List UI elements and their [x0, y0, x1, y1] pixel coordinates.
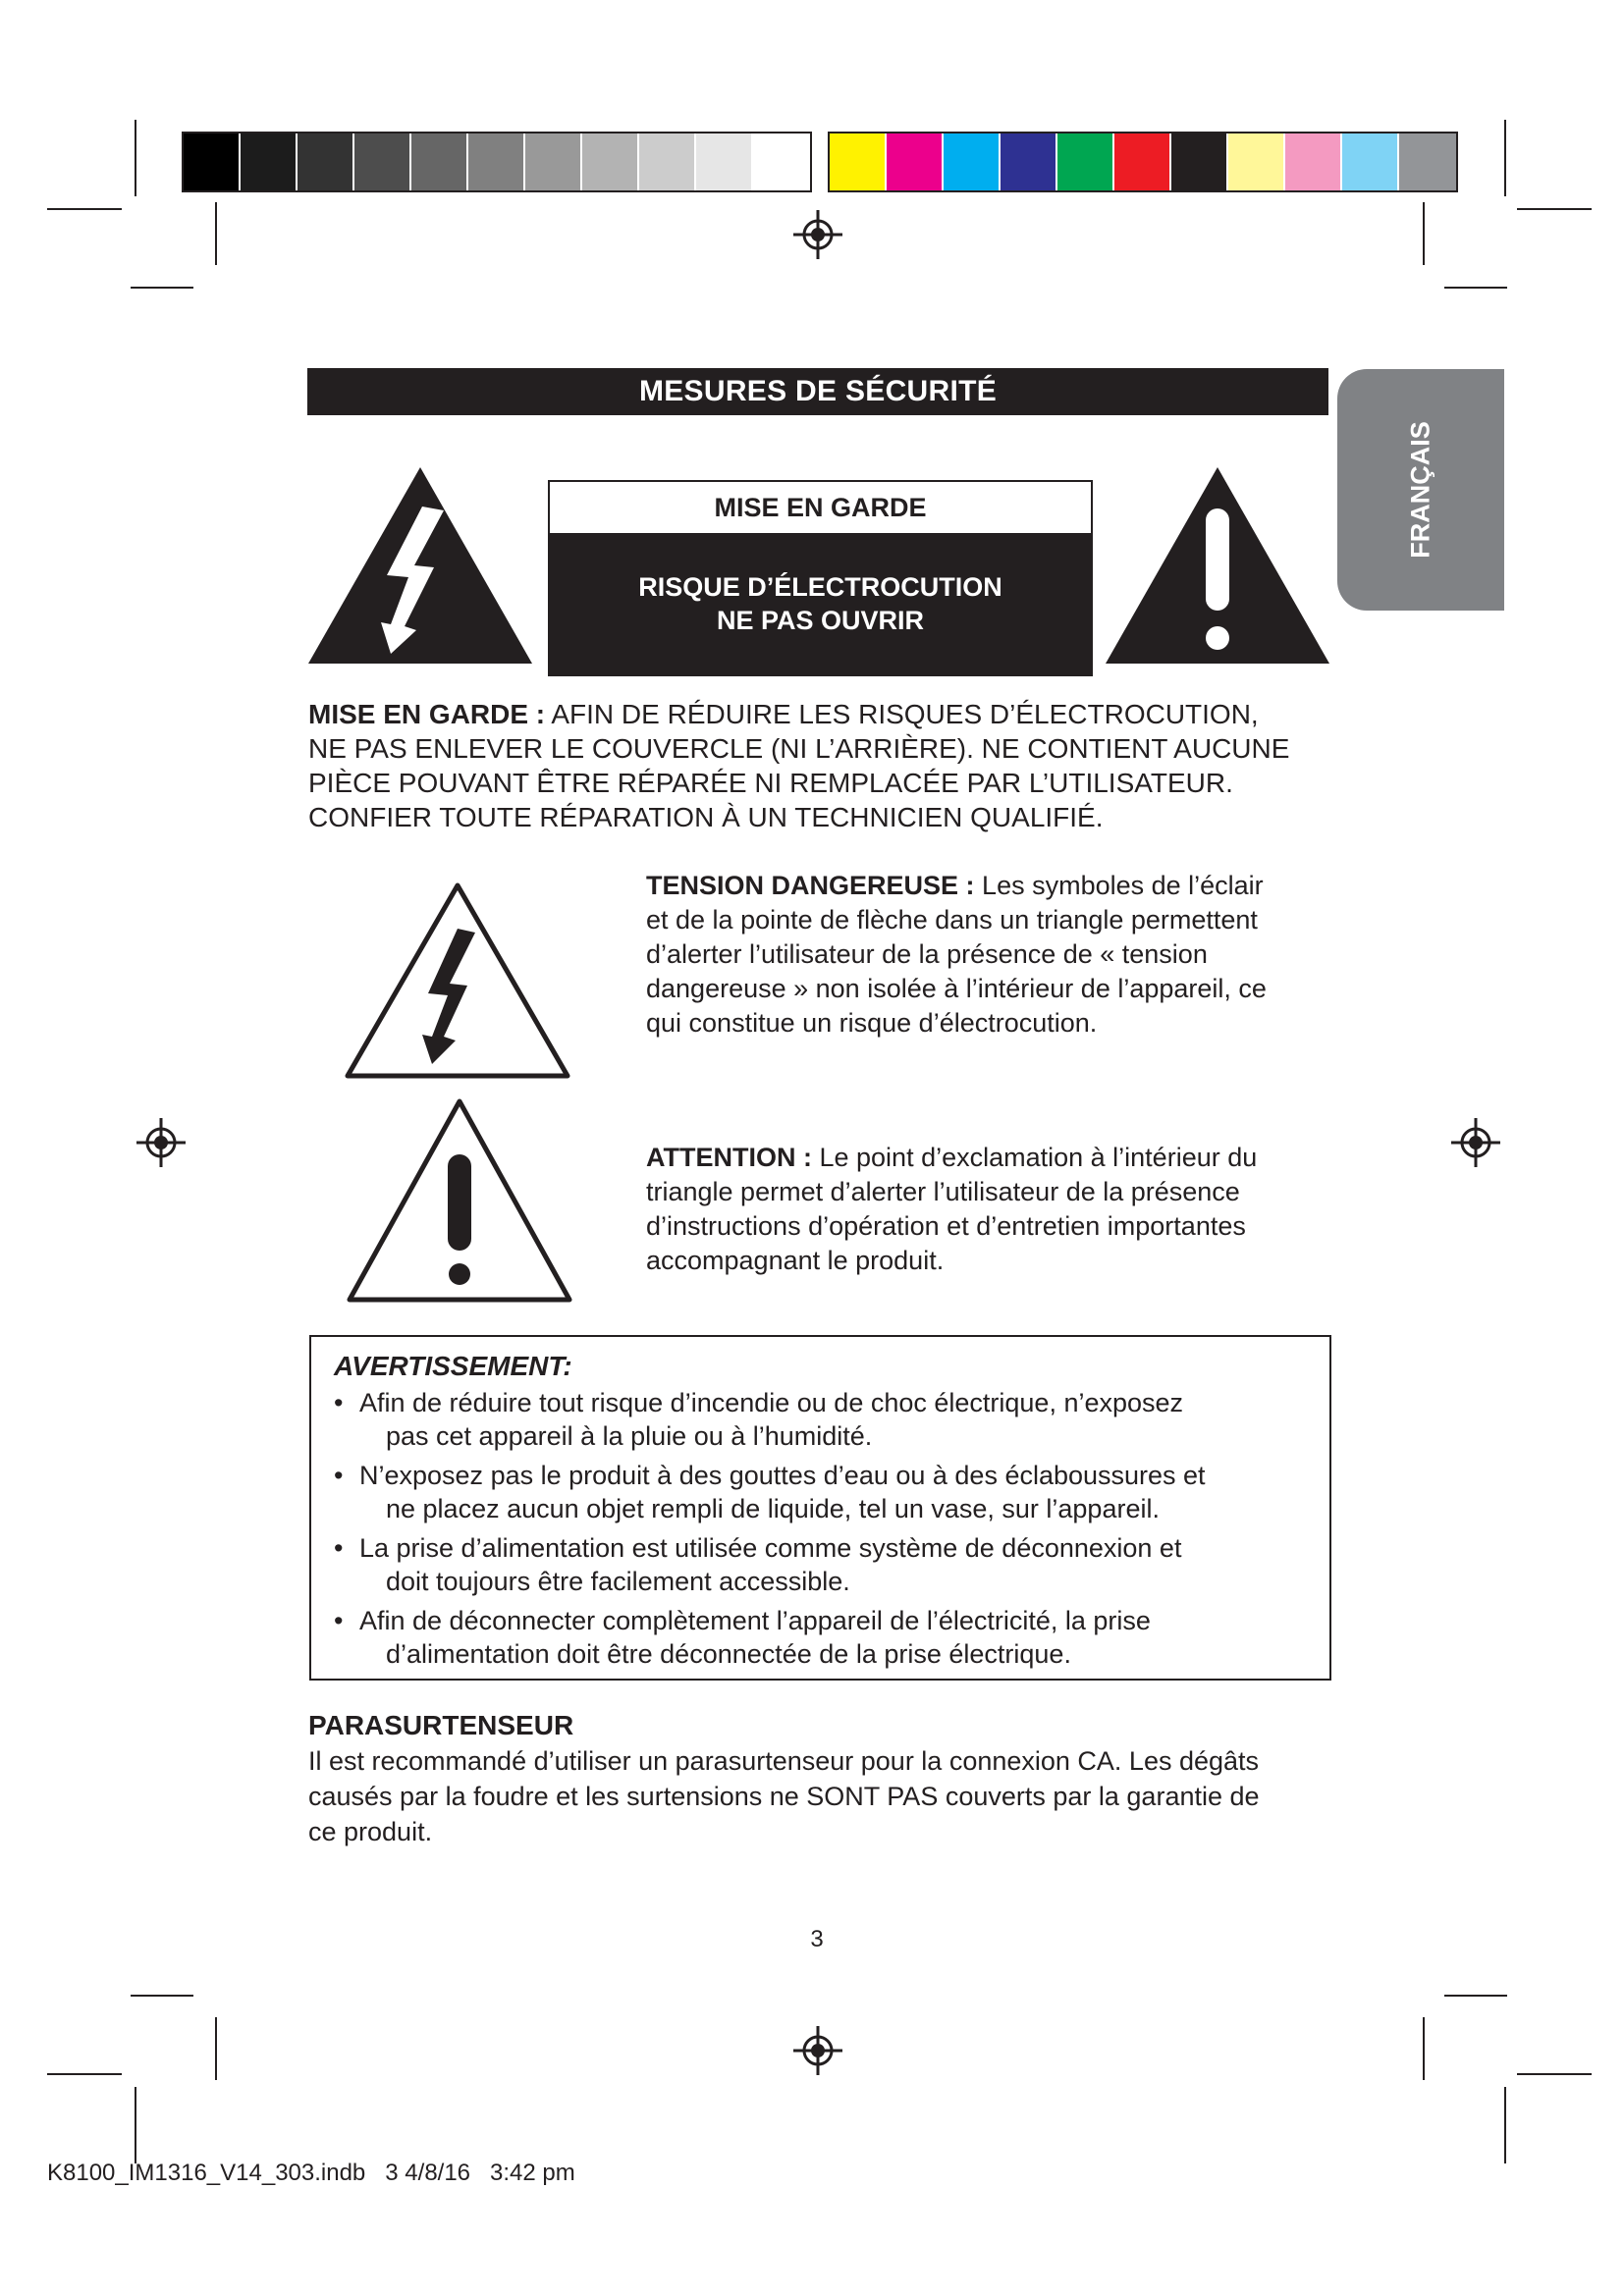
dangerous-voltage-paragraph	[646, 869, 1333, 1041]
page-number: 3	[810, 1926, 824, 1952]
color-swatch	[298, 133, 354, 190]
caution-text: CONFIER TOUTE RÉPARATION À UN TECHNICIEN QUALIFIÉ.	[308, 802, 1104, 832]
attention-text: accompagnant le produit.	[646, 1246, 945, 1275]
color-swatch	[639, 133, 696, 190]
color-swatch	[525, 133, 582, 190]
color-swatch	[354, 133, 411, 190]
attention-text: triangle permet d’alerter l’utilisateur de la présence	[646, 1177, 1240, 1206]
caution-label-body	[550, 533, 1091, 674]
crop-mark	[47, 2073, 122, 2075]
surge-protector-text: causés par la foudre et les surtensions ne SONT PAS couverts par la garantie de	[308, 1782, 1260, 1811]
color-swatch	[1342, 133, 1399, 190]
surge-protector-paragraph	[308, 1743, 1339, 1849]
color-swatch	[1171, 133, 1228, 190]
dangerous-voltage-text: qui constitue un risque d’électrocution.	[646, 1008, 1098, 1038]
print-slug: K8100_IM1316_V14_303.indb 3 4/8/16 3:42 pm	[47, 2160, 575, 2186]
crop-mark	[131, 287, 193, 289]
warning-title: AVERTISSEMENT:	[334, 1351, 572, 1381]
lightning-triangle-filled-icon	[306, 465, 534, 666]
exclamation-triangle-outline-icon	[344, 1095, 575, 1306]
dangerous-voltage-text: et de la pointe de flèche dans un triangle permettent	[646, 905, 1258, 934]
crop-mark	[1444, 287, 1507, 289]
color-swatch	[1114, 133, 1171, 190]
warning-list-item: • La prise d’alimentation est utilisée comme système de déconnexion et doit toujours être facilement accessible.	[334, 1533, 1182, 1596]
dangerous-voltage-label: TENSION DANGEREUSE :	[646, 871, 975, 900]
crop-mark	[215, 202, 217, 265]
color-swatch	[241, 133, 298, 190]
crop-mark	[1423, 2017, 1425, 2080]
do-not-open-text: NE PAS OUVRIR	[716, 606, 925, 635]
color-swatch	[887, 133, 944, 190]
crop-mark	[1504, 2087, 1506, 2163]
color-swatch	[1228, 133, 1285, 190]
crop-mark	[131, 1995, 193, 1997]
dangerous-voltage-text: dangereuse » non isolée à l’intérieur de l’appareil, ce	[646, 974, 1267, 1003]
caution-label-heading: MISE EN GARDE	[714, 493, 927, 522]
exclamation-triangle-filled-icon	[1104, 465, 1331, 666]
color-swatch	[184, 133, 241, 190]
warning-list-item: • N’exposez pas le produit à des gouttes d’eau ou à des éclaboussures et ne placez aucun objet rempli de liquide, tel un vase, sur l’appareil.	[334, 1461, 1206, 1523]
crop-mark	[135, 120, 136, 196]
process-color-bar	[828, 132, 1458, 192]
registration-mark-icon	[791, 208, 844, 261]
color-swatch	[411, 133, 468, 190]
color-swatch	[1285, 133, 1342, 190]
crop-mark	[215, 2017, 217, 2080]
crop-mark	[1504, 120, 1506, 196]
crop-mark	[1517, 208, 1592, 210]
surge-protector-text: ce produit.	[308, 1817, 433, 1846]
warning-list	[334, 1386, 1310, 1671]
attention-label: ATTENTION :	[646, 1143, 812, 1172]
warning-list-item: • Afin de déconnecter complètement l’appareil de l’électricité, la prise d’alimentation doit être déconnectée de la prise électrique.	[334, 1606, 1151, 1669]
color-swatch	[1399, 133, 1456, 190]
attention-text: d’instructions d’opération et d’entretien importantes	[646, 1211, 1246, 1241]
crop-mark	[135, 2087, 136, 2163]
shock-risk-text: RISQUE D’ÉLECTROCUTION	[638, 572, 1002, 602]
crop-mark	[1517, 2073, 1592, 2075]
color-swatch	[1057, 133, 1114, 190]
attention-text: Le point d’exclamation à l’intérieur du	[811, 1143, 1258, 1172]
surge-protector-text: Il est recommandé d’utiliser un parasurtenseur pour la connexion CA. Les dégâts	[308, 1746, 1260, 1776]
language-tab-label: FRANÇAIS	[1405, 421, 1435, 559]
color-swatch	[830, 133, 887, 190]
crop-mark	[47, 208, 122, 210]
registration-mark-icon	[135, 1116, 188, 1169]
lightning-triangle-outline-icon	[342, 880, 573, 1082]
crop-mark	[1423, 202, 1425, 265]
warning-list-item: • Afin de réduire tout risque d’incendie ou de choc électrique, n’exposez pas cet appareil à la pluie ou à l’humidité.	[334, 1388, 1184, 1451]
grayscale-color-bar	[182, 132, 812, 192]
dangerous-voltage-text: Les symboles de l’éclair	[974, 871, 1264, 900]
caution-text: PIÈCE POUVANT ÊTRE RÉPARÉE NI REMPLACÉE PAR L’UTILISATEUR.	[308, 768, 1233, 798]
caution-text: AFIN DE RÉDUIRE LES RISQUES D’ÉLECTROCUTION,	[545, 699, 1259, 729]
caution-paragraph	[308, 697, 1339, 834]
color-swatch	[1001, 133, 1057, 190]
color-swatch	[582, 133, 639, 190]
crop-mark	[1444, 1995, 1507, 1997]
warning-box	[309, 1335, 1331, 1681]
color-swatch	[753, 133, 810, 190]
language-tab	[1337, 369, 1504, 611]
color-swatch	[696, 133, 753, 190]
caution-label-box	[548, 480, 1093, 676]
surge-protector-heading: PARASURTENSEUR	[308, 1710, 574, 1740]
registration-mark-icon	[791, 2024, 844, 2077]
caution-text: NE PAS ENLEVER LE COUVERCLE (NI L’ARRIÈRE). NE CONTIENT AUCUNE	[308, 733, 1290, 764]
registration-mark-icon	[1449, 1116, 1502, 1169]
dangerous-voltage-text: d’alerter l’utilisateur de la présence de « tension	[646, 939, 1208, 969]
color-swatch	[944, 133, 1001, 190]
attention-paragraph	[646, 1141, 1333, 1278]
caution-label: MISE EN GARDE :	[308, 699, 546, 729]
page-title: MESURES DE SÉCURITÉ	[307, 368, 1328, 415]
color-swatch	[468, 133, 525, 190]
